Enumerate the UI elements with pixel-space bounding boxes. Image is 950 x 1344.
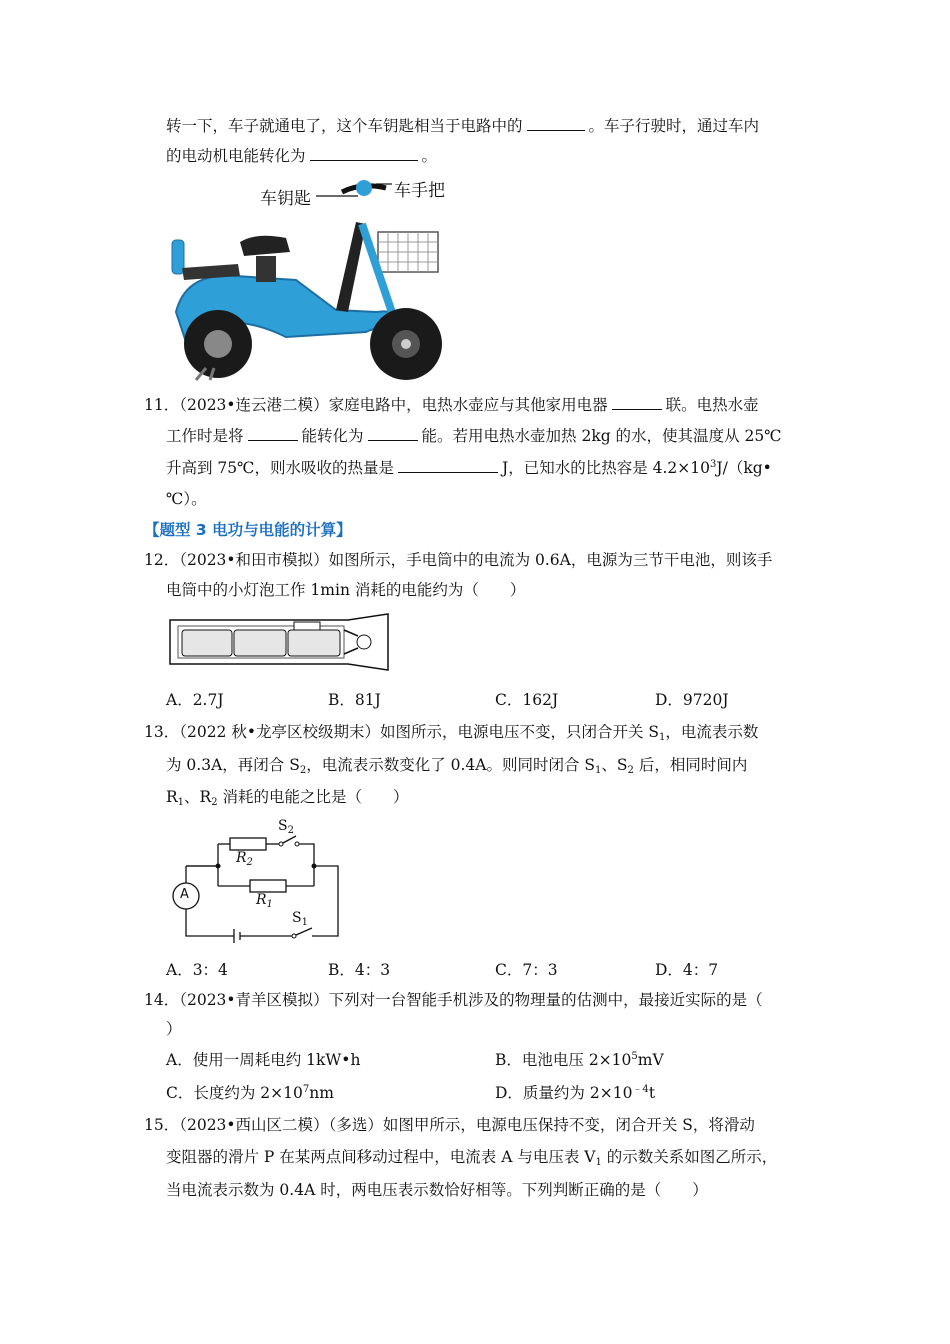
answer-blank[interactable] [398, 458, 498, 473]
q12-option-c[interactable]: C．162J [495, 691, 559, 709]
ebike-illustration [166, 172, 456, 384]
r1-label: $R_1$ [256, 892, 273, 910]
q14-option-b[interactable]: B．电池电压 $2\times 10^5mV$ [495, 1051, 664, 1069]
circuit-figure [168, 816, 348, 946]
q13-option-b[interactable]: B．4：3 [328, 961, 391, 979]
r2-label: $R_2$ [236, 850, 253, 868]
q13-line1: 13．（2022 秋•龙亭区校级期末）如图所示，电源电压不变，只闭合开关 $S_1$，电流表示数 [144, 723, 759, 743]
q15-line1: 15．（2023•西山区二模）（多选）如图甲所示，电源电压保持不变，闭合开关 S，将滑动 [144, 1116, 755, 1134]
ammeter-label: A [180, 887, 189, 902]
q13-option-a[interactable]: A．3：4 [166, 961, 228, 979]
answer-blank[interactable] [612, 395, 662, 410]
s1-label: $S_1$ [292, 910, 308, 928]
answer-blank[interactable] [527, 116, 585, 131]
s2-label: $S_2$ [278, 818, 294, 836]
handle-label: 车手把 [394, 181, 445, 201]
circuit-diagram [168, 816, 348, 946]
q11-line3: 升高到 75℃，则水吸收的热量是 J，已知水的比热容是 $4.2\times 10^3J/(kg•$ [166, 459, 772, 477]
q11-line2: 工作时是将 能转化为 能。若用电热水壶加热 2kg 的水，使其温度从 25℃ [166, 427, 782, 445]
q12-option-d[interactable]: D．9720J [655, 691, 729, 709]
q12-line1: 12．（2023•和田市模拟）如图所示，手电筒中的电流为 0.6A，电源为三节干电池，则该手 [144, 551, 773, 569]
answer-blank[interactable] [248, 426, 298, 441]
q14-line2: ） [166, 1020, 182, 1038]
q13-line3: $R_1$、$R_2$ 消耗的电能之比是（ ） [166, 788, 409, 808]
answer-blank[interactable] [368, 426, 418, 441]
q12-option-b[interactable]: B．81J [328, 691, 381, 709]
q14-option-a[interactable]: A．使用一周耗电约 1kW•h [166, 1051, 361, 1069]
q10-line1: 转一下，车子就通电了，这个车钥匙相当于电路中的 。车子行驶时，通过车内 [166, 117, 760, 135]
q12-option-a[interactable]: A．2.7J [166, 691, 224, 709]
ebike-figure [166, 172, 456, 384]
q12-line2: 电筒中的小灯泡工作 1min 消耗的电能约为（ ） [166, 581, 526, 599]
q13-option-c[interactable]: C．7：3 [495, 961, 558, 979]
q13-line2: 为 0.3A，再闭合 $S_2$，电流表示数变化了 0.4A。则同时闭合 $S_1$、$S_2$ 后，相同时间内 [166, 756, 748, 776]
q15-line3: 当电流表示数为 0.4A 时，两电压表示数恰好相等。下列判断正确的是（ ） [166, 1181, 708, 1199]
flashlight-diagram [168, 612, 392, 672]
q10-line2: 的电动机电能转化为 。 [166, 147, 438, 165]
key-label: 车钥匙 [260, 189, 311, 209]
q14-option-d[interactable]: D．质量约为 $2\times 10^{﹣4}t$ [495, 1084, 656, 1102]
section-heading: 【题型 3 电功与电能的计算】 [144, 521, 352, 539]
q11-line4: ℃）。 [166, 490, 207, 508]
answer-blank[interactable] [310, 146, 418, 161]
q14-line1: 14．（2023•青羊区模拟）下列对一台智能手机涉及的物理量的估测中，最接近实际的是（ [144, 991, 763, 1009]
q13-option-d[interactable]: D．4：7 [655, 961, 719, 979]
q11-line1: 11．（2023•连云港二模）家庭电路中，电热水壶应与其他家用电器 联。电热水壶 [144, 396, 759, 414]
q15-line2: 变阻器的滑片 P 在某两点间移动过程中，电流表 A 与电压表 $V_1$ 的示数关系如图乙所示， [166, 1148, 778, 1168]
flashlight-figure [168, 612, 392, 672]
q14-option-c[interactable]: C．长度约为 $2\times 10^7nm$ [166, 1084, 334, 1102]
